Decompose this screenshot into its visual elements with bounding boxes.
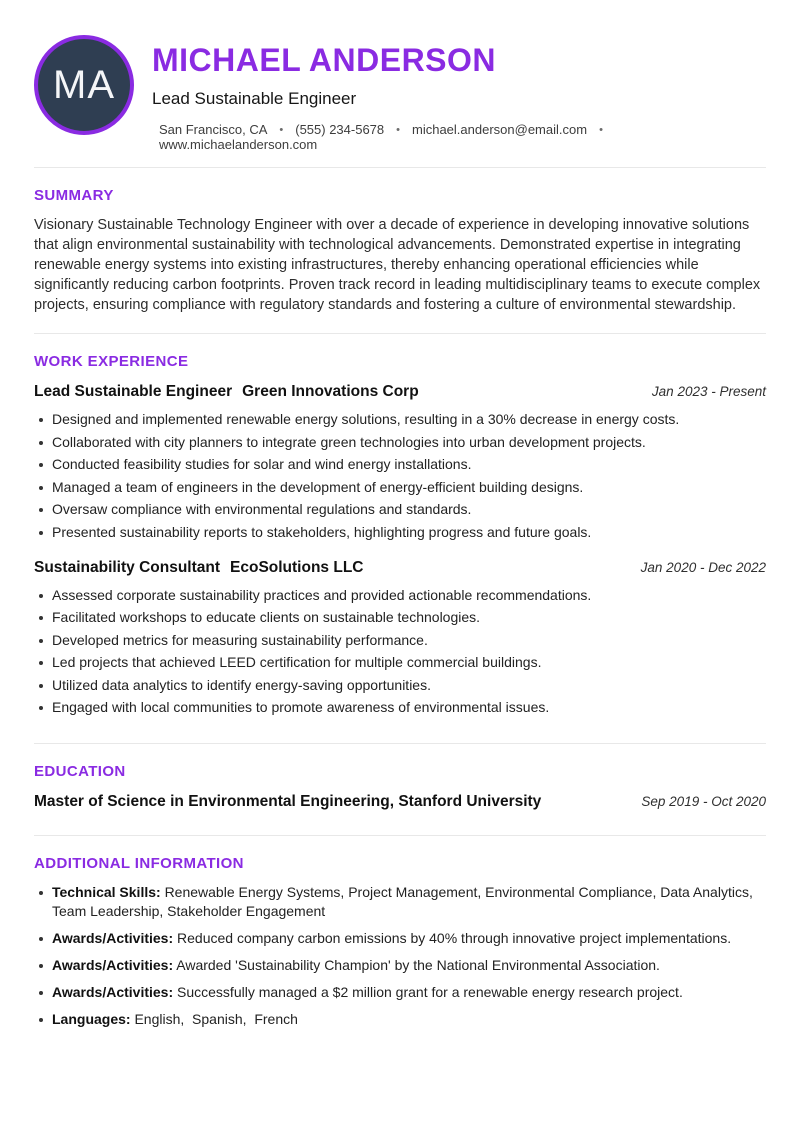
info-item-text: Successfully managed a $2 million grant for a renewable energy research project. [177,984,683,1000]
contact-email: michael.anderson@email.com [412,122,588,137]
job-position: Lead Sustainable Engineer [34,383,233,400]
info-item [34,1010,766,1029]
education-dates: Sep 2019 - Oct 2020 [641,794,766,809]
info-item [34,983,766,1002]
job-company: EcoSolutions LLC [230,558,364,576]
summary-heading: SUMMARY [34,187,114,204]
header-job-title: Lead Sustainable Engineer [152,89,357,108]
resume-header [34,35,766,152]
job-bullet-list [34,410,766,542]
info-item-label: Awards/Activities: [52,930,174,946]
job-header-row [34,559,766,577]
additional-info-list [34,883,766,1029]
section-divider [34,835,766,836]
additional-info-section [34,855,766,1029]
info-item-label: Awards/Activities: [52,984,174,1000]
info-item-text: English, Spanish, French [134,1011,298,1027]
job-entry [34,559,766,718]
info-item-text: Renewable Energy Systems, Project Management, Environmental Compliance, Data Analytics, Team Leadership, Stakeholder Engagement [52,884,757,919]
info-item [34,883,766,921]
job-bullet: Collaborated with city planners to integrate green technologies into urban development projects. [34,433,766,452]
job-bullet: Developed metrics for measuring sustainability performance. [34,631,766,650]
contact-website: www.michaelanderson.com [159,137,318,152]
job-bullet: Conducted feasibility studies for solar and wind energy installations. [34,455,766,474]
info-item-text: Awarded 'Sustainability Champion' by the National Environmental Association. [176,957,660,973]
education-degree: Master of Science in Environmental Engineering, Stanford University [34,793,542,810]
job-bullet: Assessed corporate sustainability practices and provided actionable recommendations. [34,586,766,605]
job-bullet: Utilized data analytics to identify energy-saving opportunities. [34,676,766,695]
section-divider [34,167,766,168]
job-bullet: Led projects that achieved LEED certification for multiple commercial buildings. [34,653,766,672]
job-bullet: Facilitated workshops to educate clients on sustainable technologies. [34,608,766,627]
job-bullet: Oversaw compliance with environmental regulations and standards. [34,500,766,519]
info-item [34,929,766,948]
work-experience-heading: WORK EXPERIENCE [34,353,189,370]
info-item-label: Awards/Activities: [52,957,174,973]
job-bullet: Managed a team of engineers in the development of energy-efficient building designs. [34,478,766,497]
section-divider [34,333,766,334]
job-bullet: Presented sustainability reports to stakeholders, highlighting progress and future goals. [34,523,766,542]
job-position: Sustainability Consultant [34,558,221,576]
job-header-row [34,383,766,401]
job-company: Green Innovations Corp [242,383,419,400]
job-bullet-list [34,586,766,718]
info-item [34,956,766,975]
job-entry [34,383,766,542]
job-title-line [34,559,363,577]
job-title-line [34,383,419,401]
avatar [34,35,134,135]
education-heading: EDUCATION [34,763,126,780]
contact-phone: (555) 234-5678 [295,122,385,137]
education-entry [34,793,766,811]
section-divider [34,743,766,744]
contact-line [159,122,766,152]
job-dates: Jan 2023 - Present [651,384,766,399]
info-item-text: Reduced company carbon emissions by 40% through innovative project implementations. [177,930,732,946]
additional-info-heading: ADDITIONAL INFORMATION [34,855,244,872]
summary-section [34,187,766,315]
job-dates: Jan 2020 - Dec 2022 [640,559,766,575]
job-bullet: Designed and implemented renewable energy solutions, resulting in a 30% decrease in energy costs. [34,410,766,429]
job-bullet: Engaged with local communities to promote awareness of environmental issues. [34,698,766,717]
bullet-separator: • [279,124,284,136]
info-item-label: Technical Skills: [52,884,161,900]
education-section [34,763,766,811]
page-title: MICHAEL ANDERSON [152,42,497,78]
header-text [152,35,766,152]
avatar-initials: MA [53,62,115,107]
work-experience-section [34,353,766,717]
bullet-separator: • [599,124,603,136]
summary-text: Visionary Sustainable Technology Engineer with over a decade of experience in developing innovative solutions that align environmental sustainability with technological advancements. Demonstrated expertise in integrating renewable energy systems into existing infrastructures, thereby enhancing operational efficiencies while significantly reducing carbon footprints. Proven track record in leading multidisciplinary teams to execute complex projects, ensuring compliance with regulatory standards and fostering a culture of environmental stewardship. [34,217,761,313]
bullet-separator: • [396,124,400,136]
contact-location: San Francisco, CA [159,122,268,137]
info-item-label: Languages: [52,1011,131,1027]
